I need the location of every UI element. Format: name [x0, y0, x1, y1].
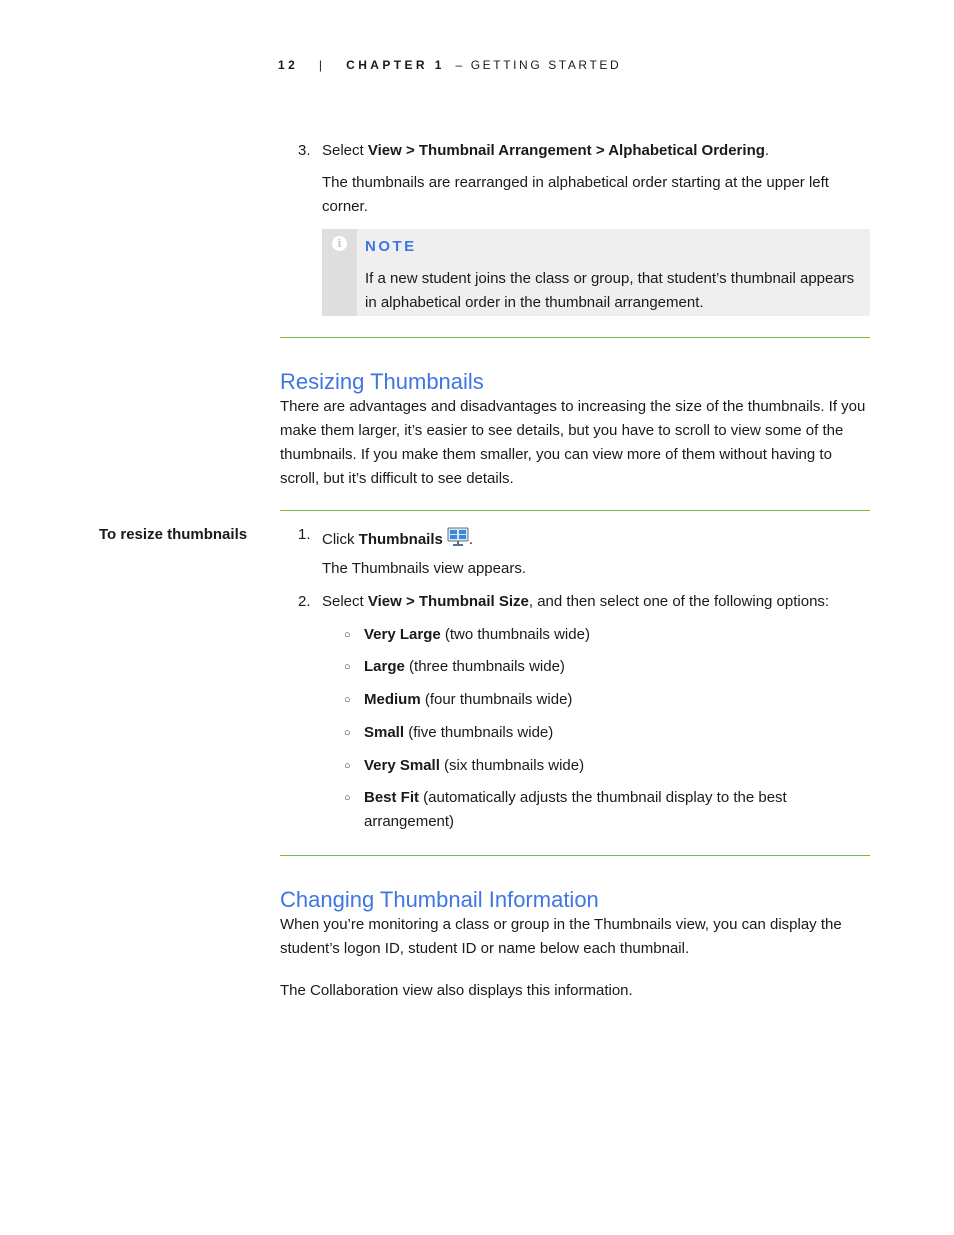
thumbnails-icon — [447, 527, 469, 555]
step-3-suffix: . — [764, 142, 770, 159]
size-option — [364, 754, 864, 778]
size-option-desc: (four thumbnails wide) — [420, 691, 573, 708]
size-option-name: Large — [364, 658, 405, 675]
section-divider — [280, 337, 870, 338]
bullet-icon: ○ — [344, 694, 351, 706]
size-option-desc: (six thumbnails wide) — [439, 757, 585, 774]
step-1-target: Thumbnails — [358, 531, 443, 548]
note-sidebar — [322, 229, 357, 316]
size-option-desc: (two thumbnails wide) — [440, 626, 590, 643]
step-3-prefix: Select — [322, 142, 368, 159]
step-3-number: 3. — [298, 142, 311, 159]
resizing-heading: Resizing Thumbnails — [280, 369, 484, 394]
size-option-desc: (three thumbnails wide) — [404, 658, 565, 675]
step-2-prefix: Select — [322, 593, 368, 610]
step-1-suffix: . — [468, 531, 474, 548]
step-3-instruction — [322, 139, 870, 163]
step-1-prefix: Click — [322, 531, 359, 548]
size-option-desc: (automatically adjusts the thumbnail display to the best arrangement) — [364, 789, 787, 830]
procedure-label: To resize thumbnails — [99, 526, 248, 543]
bullet-icon: ○ — [344, 760, 351, 772]
step-3-menu-path: View > Thumbnail Arrangement > Alphabetical Ordering — [367, 142, 765, 159]
size-option-name: Best Fit — [364, 789, 420, 806]
resizing-intro: There are advantages and disadvantages to increasing the size of the thumbnails. If you make them larger, it’s easier to see details, but you have to scroll to view some of the thumbnails. If you make them smaller, you can view more of them without having to scroll, but it’s difficult to see details. — [280, 398, 866, 487]
step-3-result: The thumbnails are rearranged in alphabetical order starting at the upper left corner. — [322, 174, 829, 215]
size-option-name: Medium — [364, 691, 421, 708]
changing-para-1: When you’re monitoring a class or group in the Thumbnails view, you can display the student’s logon ID, student ID or name below each thumbnail. — [280, 916, 842, 957]
bullet-icon: ○ — [344, 727, 351, 739]
procedure-divider — [280, 510, 870, 511]
step-1-instruction — [322, 527, 870, 555]
size-option — [364, 786, 804, 834]
bullet-icon: ○ — [344, 629, 351, 641]
size-option-name: Small — [364, 724, 405, 741]
step-2-suffix: , and then select one of the following options: — [528, 593, 830, 610]
size-option-name: Very Large — [364, 626, 441, 643]
chapter-title: – GETTING STARTED — [455, 58, 622, 72]
changing-para-2: The Collaboration view also displays this information. — [280, 982, 633, 999]
header-separator: | — [318, 58, 326, 72]
size-option — [364, 655, 864, 679]
step-1-number: 1. — [298, 526, 311, 543]
note-box — [322, 229, 870, 316]
note-text: If a new student joins the class or group, that student’s thumbnail appears in alphabetical order in the thumbnail arrangement. — [365, 270, 855, 311]
size-option — [364, 623, 864, 647]
page-header — [278, 57, 621, 73]
size-option-desc: (five thumbnails wide) — [404, 724, 554, 741]
page-number: 12 — [278, 58, 299, 72]
step-2-instruction — [322, 590, 870, 614]
note-title: NOTE — [365, 238, 417, 255]
step-2-number: 2. — [298, 593, 311, 610]
chapter-label: CHAPTER 1 — [346, 58, 445, 72]
step-2-menu-path: View > Thumbnail Size — [367, 593, 529, 610]
bullet-icon: ○ — [344, 792, 351, 804]
size-option — [364, 721, 864, 745]
info-icon: i — [332, 236, 347, 251]
changing-heading: Changing Thumbnail Information — [280, 887, 599, 912]
section-divider — [280, 855, 870, 856]
size-option — [364, 688, 864, 712]
bullet-icon: ○ — [344, 661, 351, 673]
step-1-result: The Thumbnails view appears. — [322, 560, 526, 577]
size-option-name: Very Small — [364, 757, 440, 774]
